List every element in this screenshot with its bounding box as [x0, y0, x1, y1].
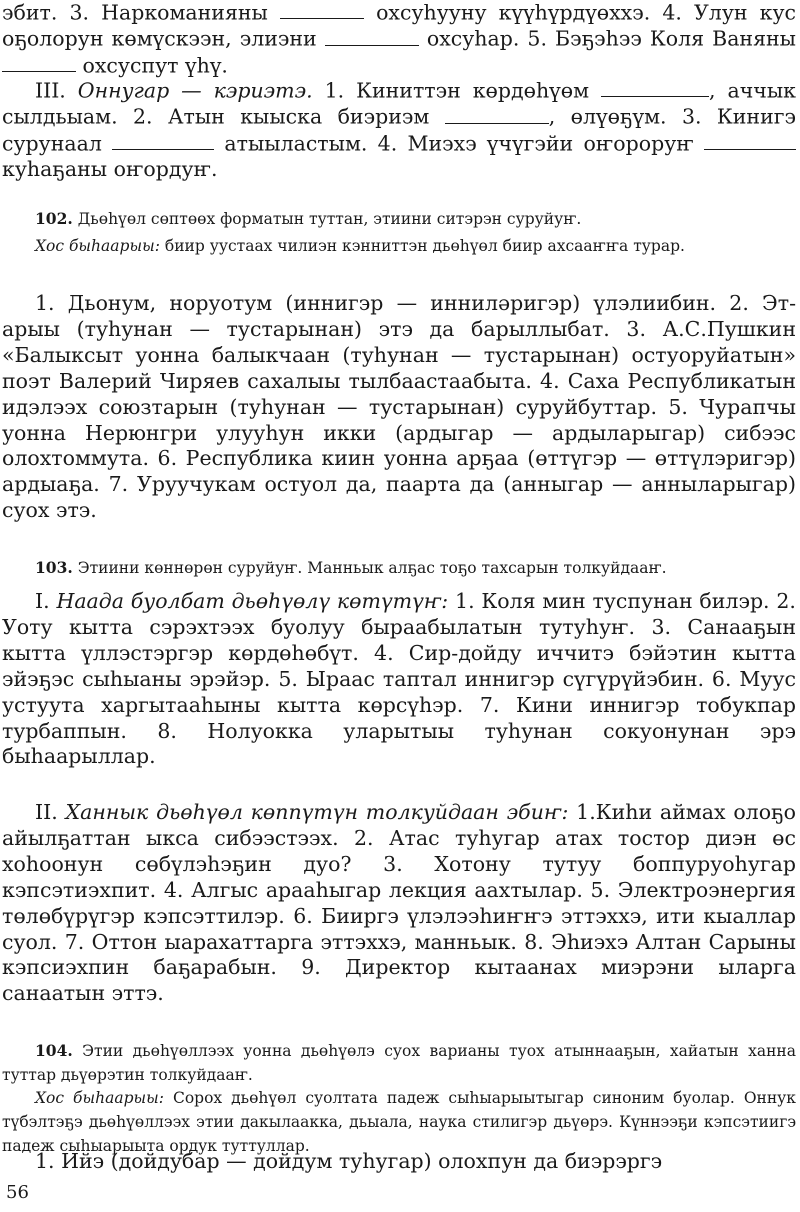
answer-blank — [325, 26, 419, 45]
prev-exercise-section-iii: III. Оннугар — кэриэтэ. 1. Киниттэн көрдөһүөм , аччык сылдьыам. 2. Атын кыыска биэриэм , өлүөҕүм. 3. Кинигэ сурунаал атыыластым. 4. Миэхэ үчүгэйи оҥороруҥ куһаҕаны оҥордуҥ. — [2, 78, 796, 182]
exercise-103-task: 103. Этиини көннөрөн суруйуҥ. Манньык алҕас тоҕо тахсарын толкуйдааҥ. — [35, 558, 667, 577]
exercise-102-body: 1. Дьонум, норуотум (иннигэр — инниләригэр) үлэлиибин. 2. Эт-арыы (туһунан — тустарынан) этэ да барыллыбат. 3. А.С.Пушкин «Балыксыт уонна балыкчаан (туһунан — тустарынан) остуоруйатын» поэт Валерий Чиряев сахалыы тылбаастаабыта. 4. Саха Республикатын идэлээх союзтарын (туһунан — тустарынан) суруйбуттар. 5. Чурапчы уонна Нерюнгри улууһун икки (ардыгар — ардыларыгар) сибээс олохтоммута. 6. Республика киин уонна арҕаа (өттүгэр — өттүлэригэр) ардыаҕа. 7. Уруучукам остуол да, паарта да (анныгар — анныларыгар) суох этэ. — [2, 291, 796, 523]
exercise-103-part-ii: II. Ханнык дьөһүөл көппүтүн толкуйдаан эбиҥ: 1.Киһи аймах олоҕо айылҕаттан ыкса сибээстээх. 2. Атас туһугар атах тостор диэн өс хоһоонун сөбүлэһэҕин дуо? 3. Хотону тутуу боппуруоһугар кэпсэтиэхпит. 4. Алгыс арааһыгар лекция аахтылар. 5. Электроэнергия төлөбүрүгэр кэпсэттилэр. 6. Бииргэ үлэлээһиҥҥэ эттэххэ, ити кыаллар суол. 7. Оттон ыарахаттарга эттэххэ, манньык. 8. Эһиэхэ Алтан Сарыны кэпсиэхпин баҕарабын. 9. Директор кытаанах миэрэни ыларга санаатын эттэ. — [2, 800, 796, 1006]
answer-blank — [2, 53, 76, 72]
answer-blank — [601, 78, 709, 97]
answer-blank — [704, 131, 796, 150]
exercise-number: 103. — [35, 558, 73, 577]
answer-blank — [112, 131, 214, 150]
answer-blank — [445, 104, 549, 123]
exercise-104-hint: Хос быһаарыы: Сорох дьөһүөл суолтата падеж сыһыарыытыгар синоним буолар. Оннук түбэлтэҕэ дьөһүөллээх этии дакылаакка, дьыала, наука стилигэр дьүөрэ. Күннээҕи кэпсэтиигэ падеж сыһыарыыта ордук туттуллар. — [2, 1089, 796, 1155]
exercise-104-task: 104. Этии дьөһүөллээх уонна дьөһүөлэ суох варианы туох атыннааҕын, хайатын ханна туттар дьүөрэтин толкуйдааҥ. — [2, 1041, 796, 1084]
exercise-number: 104. — [35, 1041, 73, 1060]
page-number: 56 — [6, 1182, 29, 1203]
prev-exercise-section-ii: эбит. 3. Наркоманияны охсуһууну күүһүрдүөххэ. 4. Улун кус оҕолорун көмүскээн, элиэни охсуһар. 5. Бэҕэһээ Коля Ваняны охсуспут үһү. — [2, 0, 796, 78]
exercise-104-body: 1. Ийэ (дойдубар — дойдум туһугар) олохпун да биэрэргэ — [35, 1149, 663, 1173]
exercise-102-task: 102. Дьөһүөл сөптөөх форматын туттан, этиини ситэрэн суруйуҥ. — [35, 209, 582, 228]
exercise-103-part-i: I. Наада буолбат дьөһүөлү көтүтүҥ: 1. Коля мин туспунан билэр. 2. Уоту кытта сэрэхтээх буолуу быраабылатын тутуһуҥ. 3. Санааҕын кытта үллэстэргэр көрдөһөбүт. 4. Сир-дойду иччитэ бэйэтин кытта эйэҕэс сыһыаны эрэйэр. 5. Ыраас таптал иннигэр сүгүрүйэбин. 6. Муус устуута харгытааһыны кытта көрсүһэр. 7. Кини иннигэр тобукпар турбаппын. 8. Нолуокка уларытыы туһунан сокуонунан эрэ быһаарыллар. — [2, 589, 796, 769]
answer-blank — [280, 0, 364, 19]
exercise-102-hint: Хос быһаарыы: биир уустаах чилиэн кэнниттэн дьөһүөл биир ахсааҥҥа турар. — [35, 237, 685, 255]
exercise-number: 102. — [35, 209, 73, 228]
